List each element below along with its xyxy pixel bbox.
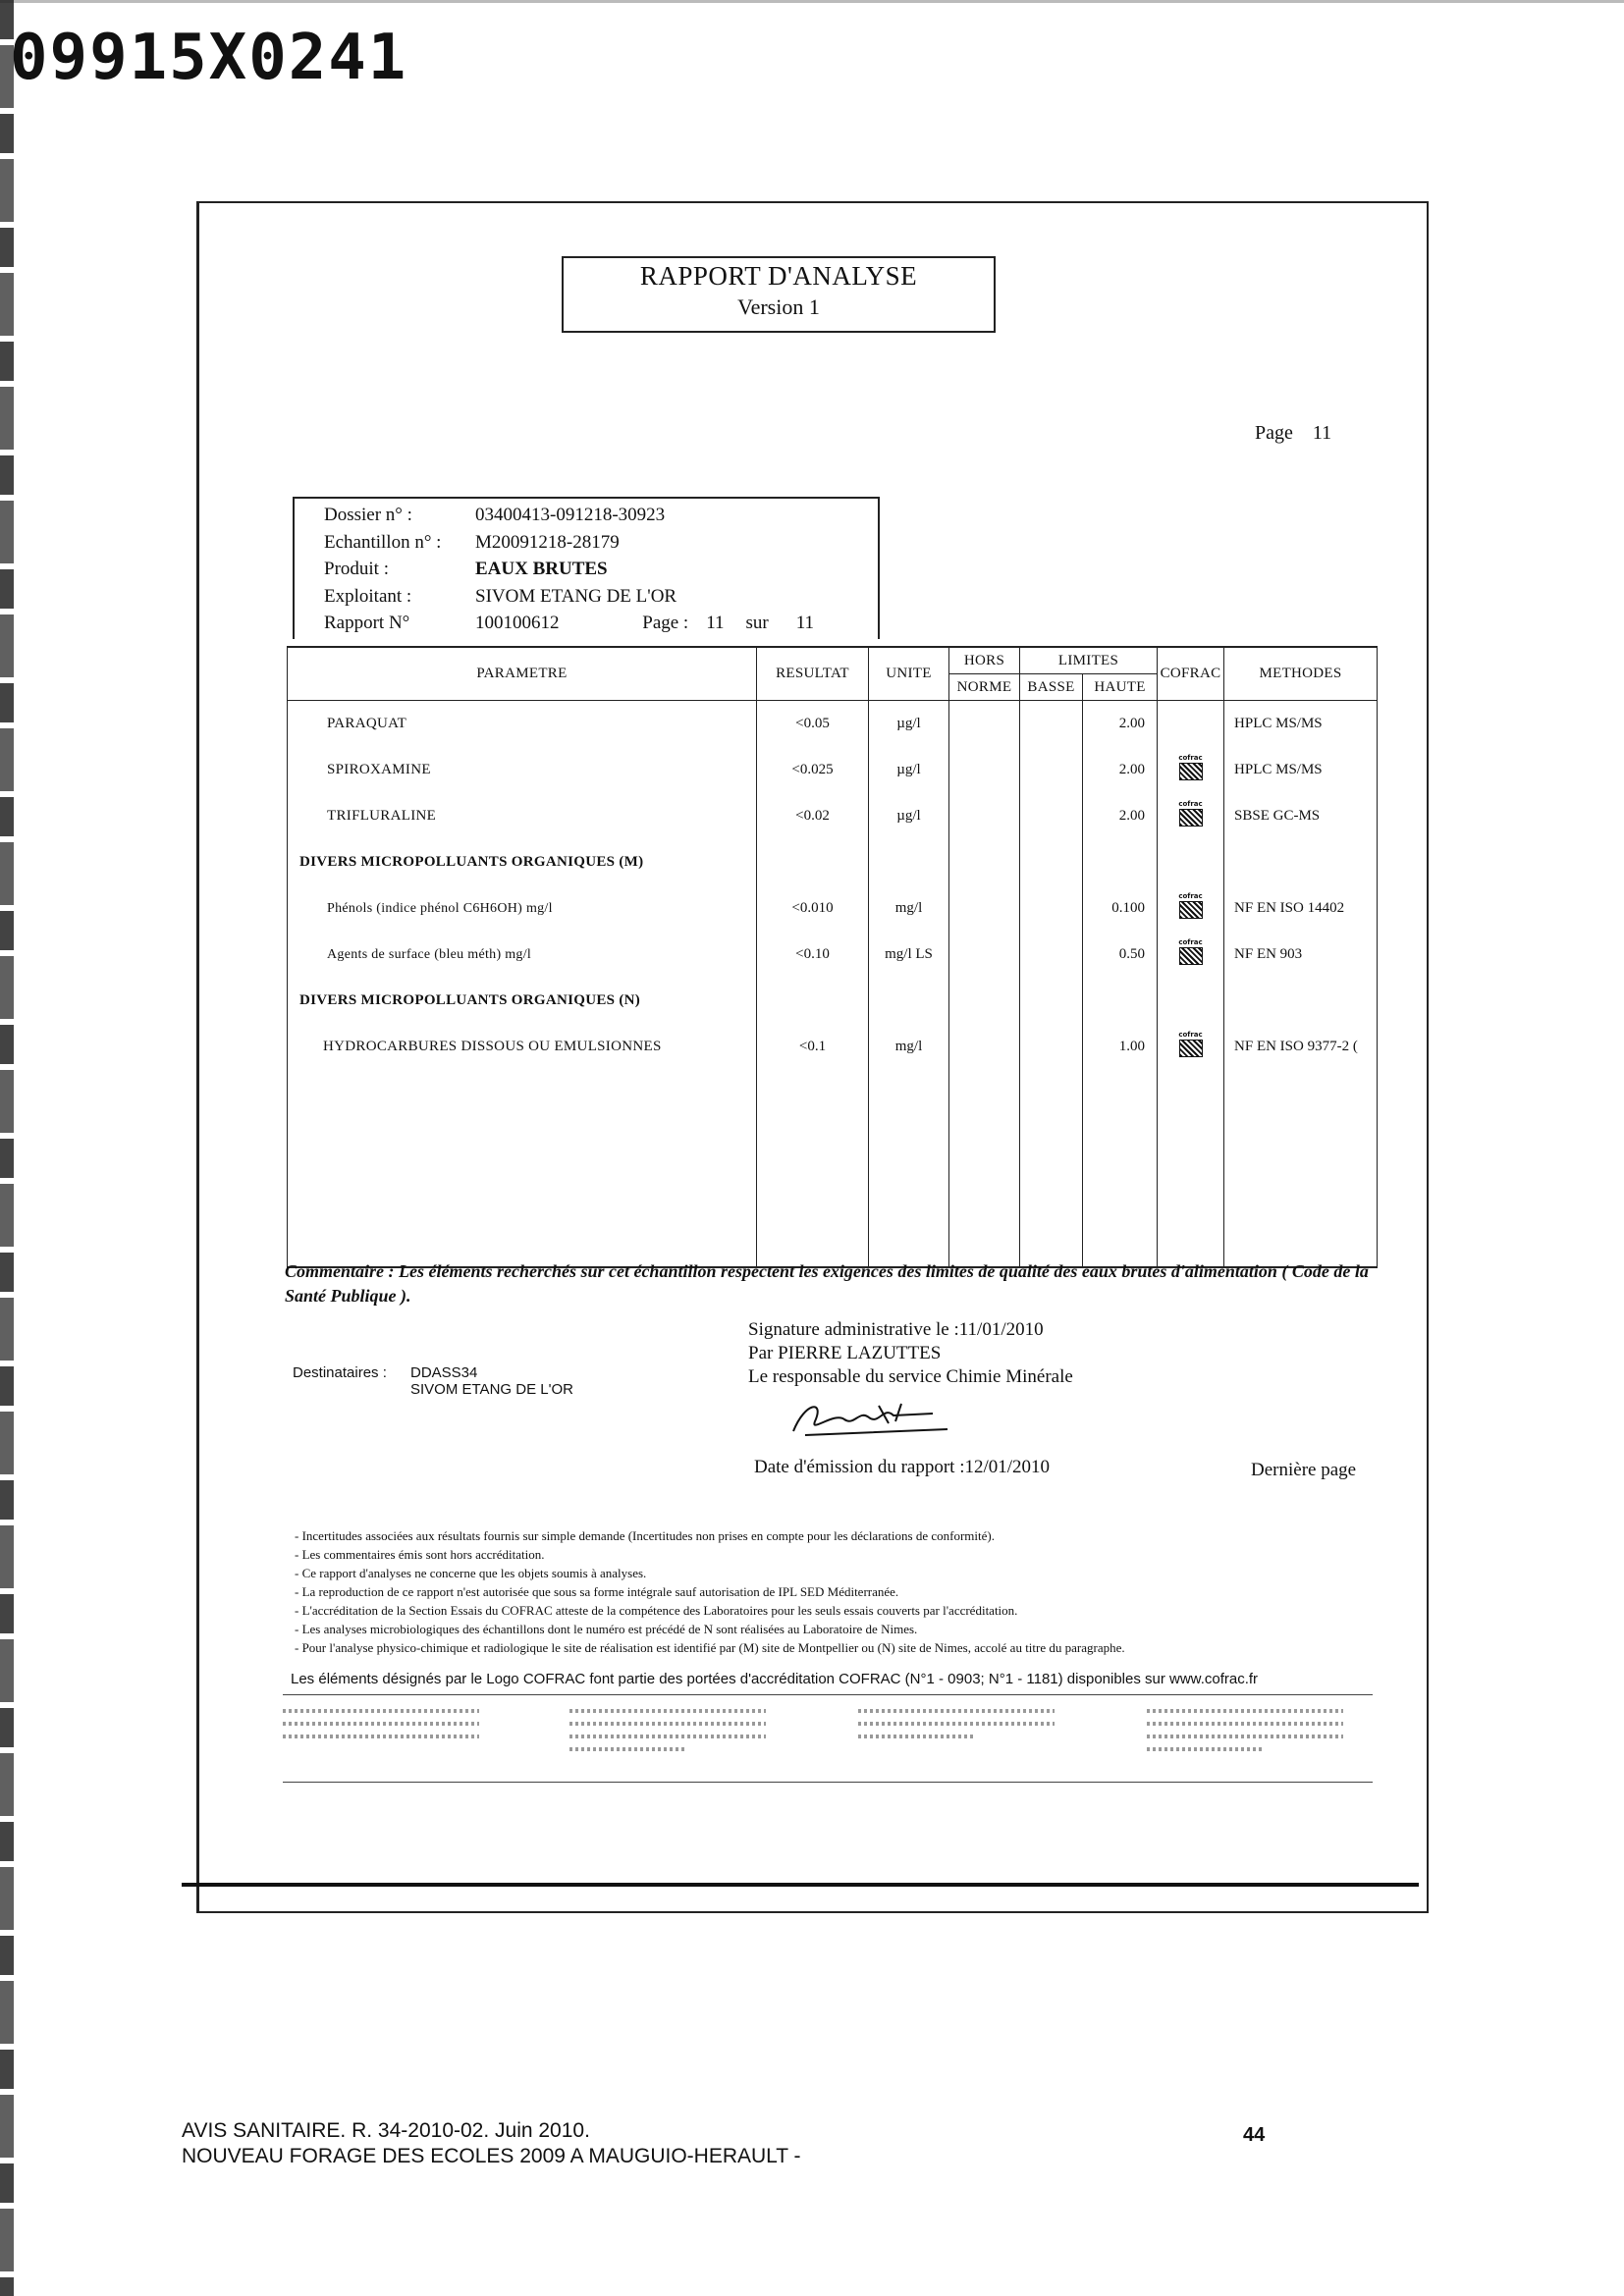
page-footer (182, 2118, 801, 2169)
cell-resultat: <0.010 (757, 885, 869, 932)
echantillon-label: Echantillon n° : (324, 532, 442, 553)
note-item: - Les commentaires émis sont hors accréditation. (295, 1547, 545, 1562)
cell-unite: mg/l LS (869, 932, 949, 978)
signature-date: Signature administrative le :11/01/2010 (748, 1319, 1044, 1340)
document-code: 09915X0241 (10, 22, 408, 94)
rapport-page-value: 11 (706, 613, 725, 633)
table-row (288, 885, 1378, 932)
page-label: Page (1255, 422, 1293, 444)
table-row (288, 701, 1378, 748)
header-hors: HORS (949, 647, 1020, 674)
cell-basse (1020, 932, 1083, 978)
note-item: - Pour l'analyse physico-chimique et radiologique le site de réalisation est identifié par (M) site de Montpellier ou (N) site de Nimes, accolé au titre du paragraphe. (295, 1640, 1125, 1655)
header-haute: HAUTE (1083, 674, 1158, 701)
cell-parametre: HYDROCARBURES DISSOUS OU EMULSIONNES (288, 1024, 757, 1070)
cell-haute: 0.50 (1083, 932, 1158, 978)
comment-text: Commentaire : Les éléments recherchés sur cet échantillon respectent les exigences des limites de qualité des eaux brutes d'alimentation ( Code de la Santé Publique ). (285, 1261, 1369, 1306)
section-title-n: DIVERS MICROPOLLUANTS ORGANIQUES (N) (288, 978, 757, 1024)
rapport-page-label: Page : (642, 613, 689, 633)
exploitant-label: Exploitant : (324, 586, 412, 607)
cell-unite: mg/l (869, 1024, 949, 1070)
cell-haute: 2.00 (1083, 793, 1158, 839)
cell-hors-norme (949, 932, 1020, 978)
cell-hors-norme (949, 793, 1020, 839)
results-table (287, 646, 1378, 1268)
emission-date: Date d'émission du rapport :12/01/2010 (754, 1457, 1051, 1477)
derniere-page: Dernière page (1251, 1460, 1357, 1480)
destinataires (293, 1364, 573, 1398)
cell-methode: NF EN ISO 14402 (1224, 885, 1378, 932)
page-number: 11 (1312, 422, 1332, 444)
echantillon-value: M20091218-28179 (475, 532, 620, 553)
header-basse: BASSE (1020, 674, 1083, 701)
cell-resultat: <0.1 (757, 1024, 869, 1070)
cell-methode: NF EN ISO 9377-2 ( (1224, 1024, 1378, 1070)
exploitant-row (324, 586, 677, 608)
note-item: - L'accréditation de la Section Essais du COFRAC atteste de la compétence des Laboratoires pour les seuls essais couverts par l'accréditation. (295, 1603, 1018, 1618)
cell-parametre: TRIFLURALINE (288, 793, 757, 839)
cell-haute: 2.00 (1083, 747, 1158, 793)
table-row (288, 793, 1378, 839)
cell-unite: µg/l (869, 793, 949, 839)
note-item: - Incertitudes associées aux résultats fournis sur simple demande (Incertitudes non prises en compte pour les déclarations de conformité). (295, 1528, 995, 1543)
rapport-sur-value: 11 (795, 613, 815, 633)
cell-resultat: <0.05 (757, 701, 869, 748)
footer-line-2: NOUVEAU FORAGE DES ECOLES 2009 A MAUGUIO-HERAULT - (182, 2145, 801, 2167)
report-title: RAPPORT D'ANALYSE (639, 261, 918, 291)
cell-haute: 0.100 (1083, 885, 1158, 932)
header-parametre: PARAMETRE (288, 647, 757, 701)
table-row (288, 1024, 1378, 1070)
cofrac-logo-icon (1178, 938, 1204, 972)
cell-cofrac (1158, 793, 1224, 839)
address-block-faded (858, 1703, 1055, 1772)
cell-haute: 2.00 (1083, 701, 1158, 748)
address-block-faded (283, 1703, 479, 1772)
header-resultat: RESULTAT (757, 647, 869, 701)
signature-by: Par PIERRE LAZUTTES (748, 1343, 942, 1363)
cell-unite: mg/l (869, 885, 949, 932)
cell-unite: µg/l (869, 747, 949, 793)
footer-page-number: 44 (1243, 2124, 1266, 2146)
cell-basse (1020, 1024, 1083, 1070)
report-frame-bottom-rule (182, 1883, 1419, 1887)
header-norme: NORME (949, 674, 1020, 701)
dossier-label: Dossier n° : (324, 505, 412, 525)
cell-basse (1020, 701, 1083, 748)
cell-methode: NF EN 903 (1224, 932, 1378, 978)
header-cofrac: COFRAC (1158, 647, 1224, 701)
cell-methode: HPLC MS/MS (1224, 747, 1378, 793)
cell-parametre: PARAQUAT (288, 701, 757, 748)
exploitant-value: SIVOM ETANG DE L'OR (475, 586, 677, 607)
produit-label: Produit : (324, 559, 389, 579)
cofrac-logo-caption: cofrac (1178, 1030, 1203, 1039)
rapport-page (642, 613, 814, 633)
cell-parametre: Agents de surface (bleu méth) mg/l (288, 932, 757, 978)
cell-hors-norme (949, 701, 1020, 748)
cell-cofrac (1158, 885, 1224, 932)
cell-basse (1020, 793, 1083, 839)
dossier-row (324, 505, 665, 526)
handwritten-signature-icon (785, 1392, 962, 1441)
cell-hors-norme (949, 747, 1020, 793)
divider (283, 1694, 1373, 1695)
signature-role: Le responsable du service Chimie Minérale (748, 1366, 1073, 1387)
cofrac-logo-caption: cofrac (1178, 937, 1203, 946)
cofrac-logo-caption: cofrac (1178, 891, 1203, 900)
table-empty-space (288, 1070, 1378, 1267)
cell-resultat: <0.02 (757, 793, 869, 839)
cofrac-accreditation-line: Les éléments désignés par le Logo COFRAC font partie des portées d'accréditation COFRAC (N°1 - 0903; N°1 - 1181) disponibles sur www.cofrac.fr (291, 1671, 1259, 1687)
address-block-faded (1147, 1703, 1343, 1772)
table-section-row (288, 978, 1378, 1024)
cell-hors-norme (949, 1024, 1020, 1070)
cell-cofrac (1158, 747, 1224, 793)
destinataire-2: SIVOM ETANG DE L'OR (410, 1381, 573, 1398)
note-item: - La reproduction de ce rapport n'est autorisée que sous sa forme intégrale sauf autorisation de IPL SED Méditerranée. (295, 1584, 899, 1599)
table-row (288, 932, 1378, 978)
destinataire-1: DDASS34 (410, 1364, 478, 1381)
scan-top-edge (0, 0, 1624, 3)
legal-notes (295, 1526, 1394, 1657)
sample-info-box (293, 497, 880, 639)
header-unite: UNITE (869, 647, 949, 701)
report-title-box (562, 256, 996, 333)
rapport-row (324, 613, 814, 634)
scan-binding-edge (0, 0, 14, 2296)
dossier-value: 03400413-091218-30923 (475, 505, 666, 525)
section-title-m: DIVERS MICROPOLLUANTS ORGANIQUES (M) (288, 839, 757, 885)
cell-parametre: SPIROXAMINE (288, 747, 757, 793)
rapport-label: Rapport N° (324, 613, 410, 633)
destinataires-label: Destinataires : (293, 1364, 387, 1381)
cell-hors-norme (949, 885, 1020, 932)
cell-basse (1020, 747, 1083, 793)
cell-unite: µg/l (869, 701, 949, 748)
signature-block (748, 1318, 1073, 1389)
cell-cofrac (1158, 701, 1224, 748)
cell-cofrac (1158, 1024, 1224, 1070)
cell-cofrac (1158, 932, 1224, 978)
note-item: - Les analyses microbiologiques des échantillons dont le numéro est précédé de N sont réalisées au Laboratoire de Nimes. (295, 1622, 918, 1636)
echantillon-row (324, 532, 620, 554)
report-version: Version 1 (737, 294, 820, 319)
cofrac-logo-caption: cofrac (1178, 799, 1203, 808)
cofrac-logo-caption: cofrac (1178, 753, 1203, 762)
table-section-row (288, 839, 1378, 885)
cell-resultat: <0.025 (757, 747, 869, 793)
header-limites: LIMITES (1020, 647, 1158, 674)
footer-line-1: AVIS SANITAIRE. R. 34-2010-02. Juin 2010. (182, 2119, 590, 2142)
divider (283, 1782, 1373, 1783)
cofrac-logo-icon (1178, 1031, 1204, 1064)
cofrac-logo-icon (1178, 800, 1204, 833)
table-row (288, 747, 1378, 793)
cell-haute: 1.00 (1083, 1024, 1158, 1070)
cofrac-logo-icon (1178, 754, 1204, 787)
page-indicator (1255, 422, 1331, 445)
cell-methode: SBSE GC-MS (1224, 793, 1378, 839)
cofrac-logo-icon (1178, 892, 1204, 926)
header-methodes: METHODES (1224, 647, 1378, 701)
cell-parametre: Phénols (indice phénol C6H6OH) mg/l (288, 885, 757, 932)
cell-resultat: <0.10 (757, 932, 869, 978)
cell-basse (1020, 885, 1083, 932)
note-item: - Ce rapport d'analyses ne concerne que les objets soumis à analyses. (295, 1566, 647, 1580)
rapport-sur-label: sur (745, 613, 769, 633)
address-block-faded (569, 1703, 766, 1772)
produit-row (324, 559, 608, 580)
cell-methode: HPLC MS/MS (1224, 701, 1378, 748)
produit-value: EAUX BRUTES (475, 559, 608, 579)
rapport-value: 100100612 (475, 613, 560, 633)
